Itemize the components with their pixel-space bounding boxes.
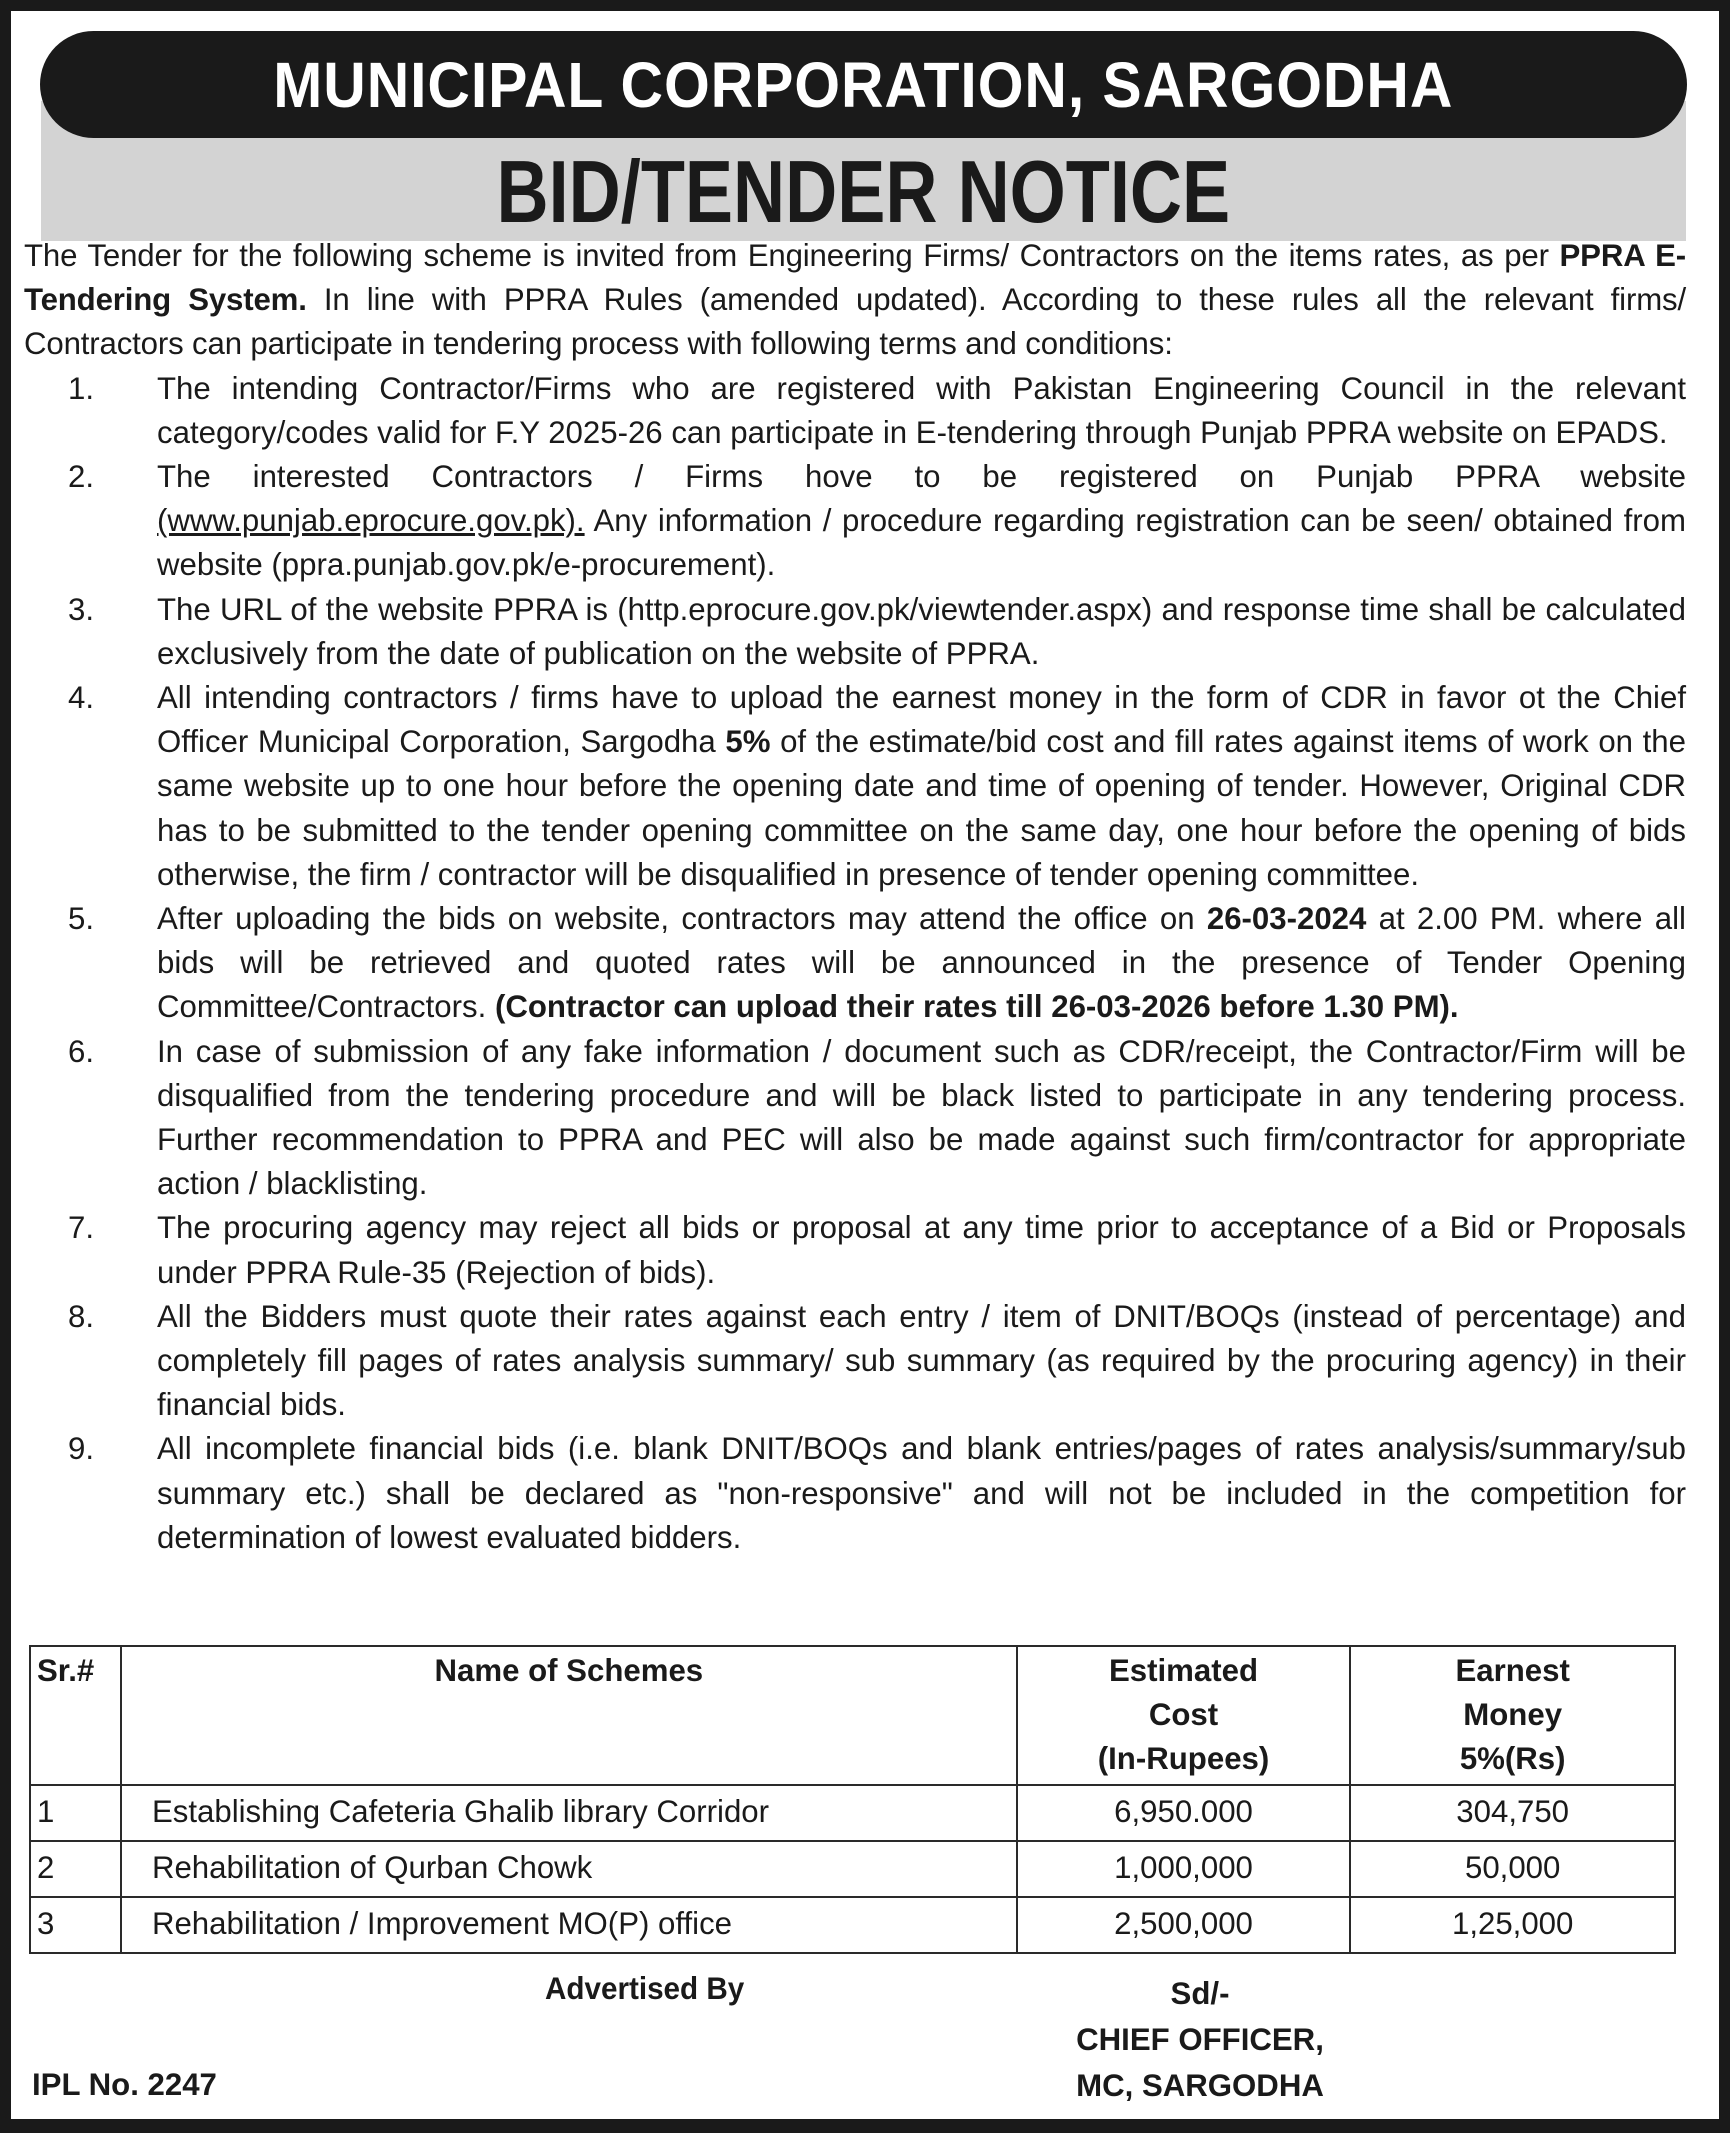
organization-name: MUNICIPAL CORPORATION, SARGODHA: [273, 48, 1454, 121]
cell-sr: 3: [30, 1897, 121, 1953]
header-earnest-line: Money: [1463, 1697, 1563, 1732]
opening-date: 26-03-2024: [1206, 901, 1367, 937]
cell-earnest-money: 1,25,000: [1350, 1897, 1675, 1953]
header-cost-line: Cost: [1148, 1697, 1219, 1732]
header-earnest-money: [1350, 1646, 1675, 1785]
cell-scheme-name: Rehabilitation of Qurban Chowk: [121, 1841, 1017, 1897]
header-earnest-line: 5%(Rs): [1459, 1741, 1566, 1776]
term-text-part: After uploading the bids on website, contractors may attend the office on: [157, 901, 1207, 937]
term-item: [24, 1427, 1686, 1560]
cell-estimated-cost: 1,000,000: [1017, 1841, 1351, 1897]
cell-scheme-name: Establishing Cafeteria Ghalib library Corridor: [121, 1785, 1017, 1841]
notice-body: [24, 234, 1686, 1560]
term-item: [24, 1295, 1686, 1428]
table-row: [30, 1841, 1675, 1897]
cell-earnest-money: 50,000: [1350, 1841, 1675, 1897]
header-estimated-cost: [1017, 1646, 1351, 1785]
term-text: [157, 676, 1686, 897]
terms-list: [24, 367, 1686, 1560]
term-number: 6.: [68, 1033, 95, 1069]
term-number: 4.: [68, 680, 95, 716]
cell-estimated-cost: 2,500,000: [1017, 1897, 1351, 1953]
term-item: [24, 676, 1686, 897]
intro-bold-system: PPRA E-Tendering System.: [24, 238, 1686, 318]
term-text: The URL of the website PPRA is (http.eprocure.gov.pk/viewtender.aspx) and response time shall be calculated exclusively from the date of publication on the website of PPRA.: [157, 591, 1686, 671]
term-number: 9.: [68, 1431, 95, 1467]
intro-paragraph: [24, 234, 1686, 367]
term-text: [157, 455, 1686, 588]
term-item: [24, 897, 1686, 1030]
term-number: 5.: [68, 901, 95, 937]
term-number: 7.: [68, 1210, 95, 1246]
header-cost-line: (In-Rupees): [1097, 1741, 1270, 1776]
term-text: All the Bidders must quote their rates against each entry / item of DNIT/BOQs (instead of percentage) and completely fill pages of rates analysis summary/ sub summary (as required by the procuring agency) in their financial bids.: [157, 1298, 1686, 1423]
table-row: [30, 1785, 1675, 1841]
cell-estimated-cost: 6,950.000: [1017, 1785, 1351, 1841]
term-text: All incomplete financial bids (i.e. blank DNIT/BOQs and blank entries/pages of rates analysis/summary/sub summary etc.) shall be declared as "non-responsive" and will not be included in the competition for determination of lowest evaluated bidders.: [157, 1431, 1686, 1555]
term-number: 8.: [68, 1298, 95, 1334]
term-text: [157, 897, 1686, 1030]
header-sr: Sr.#: [30, 1646, 121, 1785]
cell-sr: 1: [30, 1785, 121, 1841]
term-text-part: The interested Contractors / Firms hove to be registered on Punjab PPRA website: [157, 459, 1686, 495]
term-number: 3.: [68, 591, 95, 627]
organization-banner: [40, 31, 1687, 138]
upload-deadline-note: (Contractor can upload their rates till 26-03-2026 before 1.30 PM).: [494, 989, 1459, 1025]
signatory-title: CHIEF OFFICER,: [1076, 2022, 1324, 2057]
table-row: [30, 1897, 1675, 1953]
notice-heading: BID/TENDER NOTICE: [496, 142, 1231, 241]
eprocure-link[interactable]: (www.punjab.eprocure.gov.pk).: [157, 503, 585, 539]
header-earnest-line: Earnest: [1455, 1653, 1570, 1688]
cell-scheme-name: Rehabilitation / Improvement MO(P) office: [121, 1897, 1017, 1953]
term-item: [24, 367, 1686, 455]
header-scheme-name: Name of Schemes: [121, 1646, 1017, 1785]
term-item: [24, 1030, 1686, 1207]
term-text-part: All intending contractors / firms have to upload the earnest money in the form of CDR in favor ot the Chief Officer Municipal Corporation, Sargodha: [157, 680, 1686, 760]
earnest-percentage: 5%: [725, 724, 771, 760]
signatory-office: MC, SARGODHA: [1076, 2068, 1324, 2103]
term-text: The procuring agency may reject all bids or proposal at any time prior to acceptance of a Bid or Proposals under PPRA Rule-35 (Rejection of bids).: [157, 1210, 1686, 1290]
table-header-row: [30, 1646, 1675, 1785]
schemes-table: [29, 1645, 1676, 1954]
ipl-number: IPL No. 2247: [32, 2067, 217, 2102]
signed-mark: Sd/-: [1170, 1976, 1230, 2011]
term-text-part: of the estimate/bid cost and fill rates against items of work on the same website up to one hour before the opening date and time of opening of tender. However, Original CDR has to be submitted to the tender opening committee on the same day, one hour before the opening of bids otherwise, the firm / contractor will be disqualified in presence of tender opening committee.: [157, 724, 1686, 892]
term-number: 2.: [68, 459, 95, 495]
cell-sr: 2: [30, 1841, 121, 1897]
term-number: 1.: [68, 370, 95, 406]
term-item: [24, 588, 1686, 676]
term-text-part: Any information / procedure regarding registration can be seen/ obtained from website (ppra.punjab.gov.pk/e-procurement).: [157, 503, 1686, 583]
notice-title: [41, 143, 1686, 241]
term-text: The intending Contractor/Firms who are registered with Pakistan Engineering Council in the relevant category/codes valid for F.Y 2025-26 can participate in E-tendering through Punjab PPRA website on EPADS.: [157, 370, 1686, 450]
term-text: In case of submission of any fake information / document such as CDR/receipt, the Contractor/Firm will be disqualified from the tendering procedure and will be black listed to participate in any tendering process. Further recommendation to PPRA and PEC will also be made against such firm/contractor for appropriate action / blacklisting.: [157, 1033, 1686, 1202]
term-item: [24, 1206, 1686, 1294]
cell-earnest-money: 304,750: [1350, 1785, 1675, 1841]
term-item: [24, 455, 1686, 588]
intro-text: The Tender for the following scheme is invited from Engineering Firms/ Contractors on the items rates, as per: [24, 238, 1560, 273]
advertised-by-label: Advertised By: [545, 1971, 745, 2006]
term-text-part: at 2.00 PM. where all bids will be retrieved and quoted rates will be announced in the presence of Tender Opening Committee/Contractors.: [157, 901, 1686, 1025]
intro-text-continued: In line with PPRA Rules (amended updated). According to these rules all the relevant firms/ Contractors can participate in tendering process with following terms and conditions:: [24, 282, 1686, 362]
header-cost-line: Estimated: [1108, 1653, 1259, 1688]
signature-block: [1020, 1971, 1380, 2109]
